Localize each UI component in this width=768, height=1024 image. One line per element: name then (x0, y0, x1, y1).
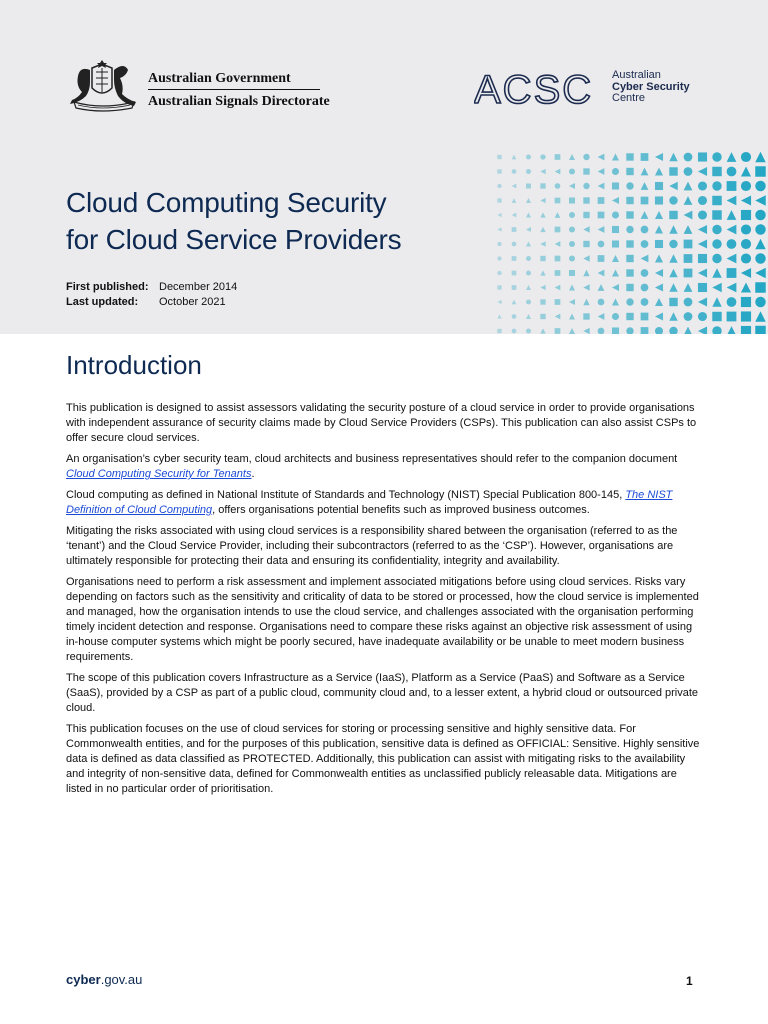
pattern-shape (641, 240, 649, 248)
pattern-shape (684, 240, 693, 249)
pattern-shape (727, 196, 737, 206)
pattern-shape (512, 242, 517, 247)
pattern-shape (512, 271, 517, 276)
pattern-shape (755, 297, 765, 307)
pattern-shape (555, 328, 561, 334)
pattern-shape (569, 270, 575, 276)
pattern-shape (669, 182, 677, 190)
pattern-shape (741, 210, 751, 220)
pattern-shape (712, 268, 721, 277)
pattern-shape (569, 284, 575, 290)
pattern-shape (583, 328, 589, 334)
footer-site-logo (66, 972, 142, 987)
pattern-shape (540, 154, 545, 159)
pattern-shape (727, 312, 737, 322)
paragraph-6: The scope of this publication covers Infrastructure as a Service (IaaS), Platform as a Service (PaaS) and Software as a Service (SaaS), provided by a CSP as part of a public cloud, community cloud and, to a lesser extent, a hybrid cloud or outsourced private cloud. (66, 672, 699, 714)
pattern-shape (540, 285, 545, 290)
pattern-shape (598, 284, 605, 291)
pattern-shape (497, 256, 501, 260)
pattern-shape (598, 328, 605, 334)
pattern-shape (641, 153, 649, 161)
pattern-shape (655, 312, 663, 320)
publication-meta (66, 280, 237, 310)
pattern-shape (583, 154, 589, 160)
pattern-shape (598, 212, 605, 219)
pattern-shape (512, 155, 517, 160)
pattern-shape (612, 327, 619, 334)
pattern-shape (669, 225, 677, 233)
pattern-shape (598, 255, 605, 262)
pattern-shape (741, 152, 751, 162)
pattern-shape (641, 226, 649, 234)
pattern-shape (526, 241, 531, 246)
pattern-shape (755, 210, 765, 220)
pattern-shape (684, 254, 693, 263)
pattern-shape (598, 154, 605, 161)
pattern-shape (655, 254, 663, 262)
pattern-shape (755, 152, 765, 162)
pattern-shape (655, 182, 663, 190)
pattern-shape (497, 227, 501, 231)
pattern-shape (598, 299, 605, 306)
pattern-shape (641, 269, 649, 277)
pattern-shape (741, 253, 751, 263)
pattern-shape (512, 227, 517, 232)
pattern-shape (540, 314, 545, 319)
pattern-shape (555, 212, 561, 218)
pattern-shape (512, 213, 517, 218)
pattern-shape (712, 254, 721, 263)
pattern-shape (641, 168, 649, 176)
acsc-wordmark: ACSC (474, 70, 594, 108)
pattern-shape (526, 212, 531, 217)
pattern-shape (655, 298, 663, 306)
pattern-shape (598, 226, 605, 233)
pattern-shape (612, 240, 619, 247)
pattern-shape (583, 183, 589, 189)
pattern-shape (755, 181, 765, 191)
pattern-shape (727, 297, 737, 307)
pattern-shape (512, 256, 517, 261)
pattern-shape (540, 299, 545, 304)
pattern-shape (741, 282, 751, 292)
pattern-shape (698, 254, 707, 263)
pattern-shape (569, 226, 575, 232)
pattern-shape (540, 169, 545, 174)
pattern-shape (555, 256, 561, 262)
pattern-shape (712, 326, 721, 334)
pattern-shape (583, 197, 589, 203)
pattern-shape (555, 285, 561, 291)
pattern-shape (641, 255, 649, 263)
pattern-shape (569, 197, 575, 203)
pattern-shape (540, 212, 545, 217)
pattern-shape (598, 183, 605, 190)
pattern-shape (526, 169, 531, 174)
pattern-shape (497, 271, 501, 275)
pattern-shape (641, 182, 649, 190)
page-number: 1 (686, 974, 693, 988)
pattern-shape (612, 269, 619, 276)
pattern-shape (712, 181, 721, 190)
decorative-shape-pattern (420, 150, 768, 334)
acsc-logo (474, 70, 622, 108)
pattern-shape (497, 213, 501, 217)
pattern-shape (684, 312, 693, 321)
pattern-shape (755, 224, 765, 234)
pattern-shape (583, 212, 589, 218)
pattern-shape (755, 195, 765, 205)
pattern-shape (555, 169, 561, 175)
pattern-shape (641, 313, 649, 321)
last-updated-label: Last updated: (66, 296, 139, 308)
cover-header (0, 0, 768, 334)
pattern-shape (684, 182, 693, 191)
pattern-shape (612, 284, 619, 291)
link-nist-definition[interactable]: The NIST Definition of Cloud Computing (66, 489, 673, 516)
pattern-shape (698, 152, 707, 161)
pattern-shape (712, 167, 721, 176)
acsc-sub-line2: Cyber Security (612, 80, 690, 93)
section-heading-introduction: Introduction (66, 350, 202, 380)
pattern-shape (569, 154, 575, 160)
pattern-shape (612, 197, 619, 204)
pattern-shape (655, 327, 663, 334)
pattern-shape (497, 242, 501, 246)
pattern-shape (741, 239, 751, 249)
pattern-shape (684, 269, 693, 278)
acsc-subtitle (612, 70, 690, 105)
government-wordmark (148, 70, 330, 110)
pattern-shape (583, 270, 589, 276)
pattern-shape (555, 227, 561, 233)
last-updated-value: October 2021 (159, 296, 226, 308)
pattern-shape (540, 198, 545, 203)
pattern-shape (655, 211, 663, 219)
pattern-shape (526, 314, 531, 319)
pattern-shape (684, 153, 693, 162)
pattern-shape (755, 253, 765, 263)
pattern-shape (698, 181, 707, 190)
pattern-shape (712, 196, 721, 205)
pattern-shape (626, 153, 633, 160)
pattern-shape (641, 327, 649, 334)
pattern-shape (497, 300, 501, 304)
pattern-shape (669, 153, 677, 161)
pattern-shape (526, 183, 531, 188)
footer-site-rest: .gov.au (100, 972, 143, 987)
pattern-shape (669, 283, 677, 291)
pattern-shape (612, 313, 619, 320)
pattern-shape (741, 166, 751, 176)
pattern-shape (626, 182, 633, 189)
pattern-shape (612, 255, 619, 262)
pattern-shape (698, 283, 707, 292)
pattern-shape (698, 312, 707, 321)
pattern-shape (512, 198, 517, 203)
pattern-shape (712, 152, 721, 161)
pattern-shape (540, 183, 545, 188)
pattern-shape (612, 298, 619, 305)
pattern-shape (698, 210, 707, 219)
pattern-shape (712, 312, 721, 321)
pattern-shape (512, 285, 517, 290)
pattern-shape (741, 268, 751, 278)
pattern-shape (669, 196, 677, 204)
pattern-shape (569, 168, 575, 174)
pattern-shape (626, 211, 633, 218)
pattern-shape (583, 299, 589, 305)
pattern-shape (669, 240, 677, 248)
pattern-shape (669, 254, 677, 262)
pattern-shape (727, 167, 737, 177)
pattern-shape (626, 313, 633, 320)
pattern-shape (669, 211, 677, 219)
pattern-shape (641, 298, 649, 306)
pattern-shape (741, 297, 751, 307)
pattern-shape (569, 212, 575, 218)
pattern-shape (512, 300, 517, 305)
pattern-shape (655, 153, 663, 161)
coat-of-arms-icon (66, 58, 142, 112)
pattern-shape (555, 314, 561, 320)
link-cloud-security-tenants[interactable]: Cloud Computing Security for Tenants (66, 468, 252, 480)
pattern-shape (727, 283, 737, 293)
pattern-shape (641, 197, 649, 205)
pattern-shape (655, 196, 663, 204)
pattern-shape (684, 225, 693, 234)
pattern-shape (727, 210, 737, 220)
acsc-sub-line1: Australian (612, 69, 661, 81)
pattern-shape (655, 283, 663, 291)
pattern-shape (555, 154, 561, 160)
pattern-shape (727, 225, 737, 235)
gov-divider (148, 89, 320, 90)
pattern-shape (712, 210, 721, 219)
pattern-shape (727, 254, 737, 264)
pattern-shape (727, 326, 737, 334)
pattern-shape (755, 311, 765, 321)
pattern-shape (669, 269, 677, 277)
pattern-shape (569, 255, 575, 261)
pattern-shape (540, 256, 545, 261)
pattern-shape (655, 167, 663, 175)
pattern-shape (684, 196, 693, 205)
pattern-shape (583, 313, 589, 319)
pattern-shape (741, 311, 751, 321)
pattern-shape (655, 225, 663, 233)
paragraph-1: This publication is designed to assist assessors validating the security posture of a cloud service in order to provide organisations with independent assurance of security claims made by Cloud Service Providers (CSPs). This publication can also assist CSPs to offer secure cloud services. (66, 402, 697, 444)
pattern-shape (497, 314, 501, 318)
title-line2: for Cloud Service Providers (66, 224, 402, 255)
pattern-shape (555, 299, 561, 305)
pattern-shape (655, 240, 663, 248)
pattern-shape (569, 299, 575, 305)
acsc-sub-line3: Centre (612, 92, 646, 104)
pattern-shape (655, 269, 663, 277)
pattern-shape (712, 297, 721, 306)
pattern-shape (626, 197, 633, 204)
pattern-shape (741, 326, 751, 334)
page-title (66, 184, 401, 258)
pattern-shape (755, 166, 765, 176)
pattern-shape (512, 184, 517, 189)
pattern-shape (755, 268, 765, 278)
pattern-shape (497, 155, 501, 159)
pattern-shape (698, 225, 707, 234)
pattern-shape (512, 314, 517, 319)
gov-line1: Australian Government (148, 71, 291, 86)
pattern-shape (598, 197, 605, 204)
pattern-shape (641, 284, 649, 292)
pattern-shape (727, 152, 737, 162)
pattern-shape (669, 298, 677, 306)
pattern-shape (698, 297, 707, 306)
pattern-shape (583, 284, 589, 290)
pattern-shape (698, 239, 707, 248)
pattern-shape (698, 196, 707, 205)
pattern-shape (712, 239, 721, 248)
pattern-shape (727, 268, 737, 278)
paragraph-7: This publication focuses on the use of cloud services for storing or processing sensitive and highly sensitive data. For Commonwealth entities, and for the purposes of this publication, sensitive data is defined as OFFICIAL: Sensitive. Highly sensitive data is defined as data classified as PROTECTED. Additionally, this publication can assist with mitigating risks to the availability and integrity of non-sensitive data, defined for Commonwealth entities as unclassified publicly releasable data. Mitigations are listed in no particular order of prioritisation. (66, 723, 700, 795)
pattern-shape (626, 168, 633, 175)
pattern-shape (526, 285, 531, 290)
pattern-shape (540, 270, 545, 275)
pattern-shape (684, 327, 693, 334)
first-published-label: First published: (66, 281, 149, 293)
pattern-shape (569, 241, 575, 247)
pattern-shape (684, 211, 693, 220)
pattern-shape (741, 224, 751, 234)
pattern-shape (497, 285, 501, 289)
pattern-shape (669, 167, 677, 175)
document-body (66, 401, 704, 803)
pattern-shape (612, 211, 619, 218)
pattern-shape (684, 283, 693, 292)
pattern-shape (583, 226, 589, 232)
pattern-shape (698, 326, 707, 334)
pattern-shape (712, 283, 721, 292)
pattern-shape (526, 328, 531, 333)
pattern-shape (727, 181, 737, 191)
pattern-shape (612, 153, 619, 160)
pattern-shape (598, 270, 605, 277)
pattern-shape (555, 270, 561, 276)
pattern-shape (526, 256, 531, 261)
title-line1: Cloud Computing Security (66, 187, 387, 218)
pattern-shape (540, 227, 545, 232)
pattern-shape (598, 168, 605, 175)
pattern-shape (626, 240, 633, 247)
pattern-shape (569, 313, 575, 319)
pattern-shape (512, 169, 517, 174)
pattern-shape (583, 168, 589, 174)
pattern-shape (727, 239, 737, 249)
pattern-shape (526, 154, 531, 159)
paragraph-2: An organisation’s cyber security team, cloud architects and business representatives should refer to the companion document Cloud Computing Security for Tenants. (66, 453, 678, 480)
pattern-shape (612, 168, 619, 175)
pattern-shape (526, 299, 531, 304)
pattern-shape (540, 241, 545, 246)
pattern-shape (583, 255, 589, 261)
pattern-shape (669, 327, 677, 334)
pattern-shape (526, 227, 531, 232)
pattern-shape (555, 198, 561, 204)
pattern-shape (626, 269, 633, 276)
pattern-shape (741, 195, 751, 205)
pattern-shape (526, 270, 531, 275)
pattern-shape (684, 298, 693, 307)
pattern-shape (512, 329, 517, 334)
pattern-shape (741, 181, 751, 191)
pattern-shape (641, 211, 649, 219)
pattern-shape (497, 169, 501, 173)
pattern-shape (626, 327, 633, 334)
pattern-shape (497, 329, 501, 333)
pattern-shape (569, 183, 575, 189)
pattern-shape (755, 239, 765, 249)
pattern-shape (755, 326, 765, 334)
pattern-shape (626, 226, 633, 233)
first-published-value: December 2014 (159, 281, 238, 293)
pattern-shape (540, 328, 545, 333)
pattern-shape (669, 312, 677, 320)
gov-line2: Australian Signals Directorate (148, 94, 330, 109)
pattern-shape (684, 167, 693, 176)
pattern-shape (626, 298, 633, 305)
pattern-shape (698, 167, 707, 176)
pattern-shape (569, 328, 575, 334)
pattern-shape (612, 182, 619, 189)
pattern-shape (583, 241, 589, 247)
paragraph-4: Mitigating the risks associated with using cloud services is a responsibility shared between the organisation (referred to as the ‘tenant’) and the Cloud Service Provider, including their subcontractors (referred to as the ‘CSP’). However, organisations are ultimately responsible for protecting their data and ensuring its confidentiality, integrity and availability. (66, 525, 678, 567)
pattern-shape (598, 241, 605, 248)
pattern-shape (712, 225, 721, 234)
paragraph-3: Cloud computing as defined in National Institute of Standards and Technology (NIST) Special Publication 800-145, The NIST Definition of Cloud Computing, offers organisations potential benefits such as improved business outcomes. (66, 489, 673, 516)
pattern-shape (555, 241, 561, 247)
pattern-shape (626, 284, 633, 291)
pattern-shape (598, 313, 605, 320)
pattern-shape (755, 282, 765, 292)
pattern-shape (626, 255, 633, 262)
pattern-shape (497, 198, 501, 202)
pattern-shape (612, 226, 619, 233)
pattern-shape (526, 198, 531, 203)
footer-site-bold: cyber (66, 972, 101, 987)
paragraph-5: Organisations need to perform a risk assessment and implement associated mitigations before using cloud services. Risks vary depending on factors such as the sensitivity and criticality of data to be stored or processed, how the cloud service is implemented and managed, how the organisation intends to use the cloud service, and challenges associated with the organisation performing timely incident detection and response. Organisations need to compare these risks against an objective risk assessment of using in-house computer systems which might be poorly secured, have inadequate availability or be unable to meet modern business requirements. (66, 576, 699, 663)
pattern-shape (555, 183, 561, 189)
pattern-shape (497, 184, 501, 188)
pattern-shape (698, 268, 707, 277)
